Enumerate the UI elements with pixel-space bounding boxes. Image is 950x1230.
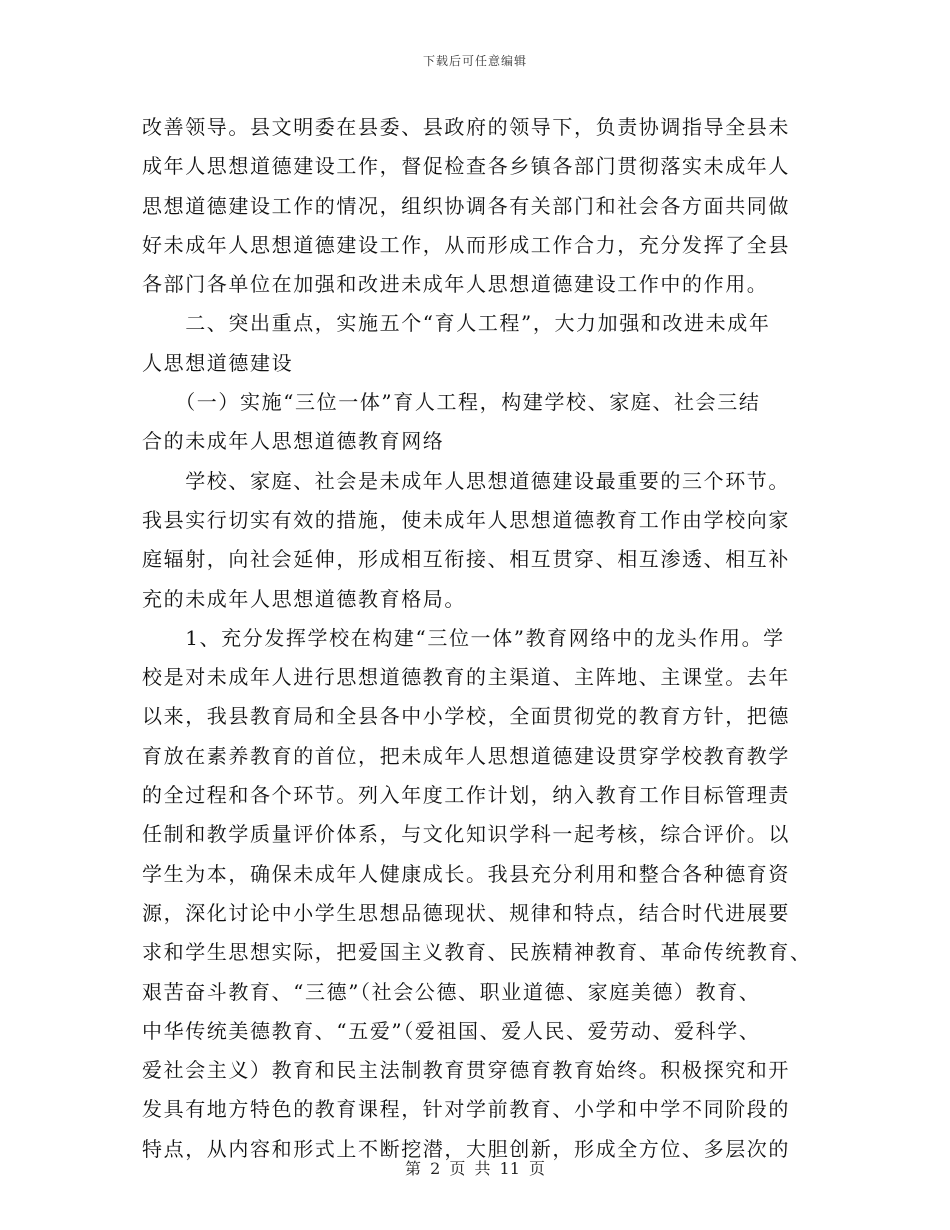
text-line: 我县实行切实有效的措施，使未成年人思想道德教育工作由学校向家: [142, 507, 790, 532]
text-line: 学校、家庭、社会是未成年人思想道德建设最重要的三个环节。: [142, 468, 790, 493]
text-line: 爱社会主义）教育和民主法制教育贯穿德育教育始终。积极探究和开: [142, 1058, 790, 1083]
section-heading-line: 人思想道德建设: [142, 350, 294, 375]
text-line: 特点，从内容和形式上不断挖潜，大胆创新，形成全方位、多层次的: [142, 1136, 790, 1161]
text-line: 各部门各单位在加强和改进未成年人思想道德建设工作中的作用。: [142, 272, 769, 297]
text-line: 成年人思想道德建设工作，督促检查各乡镇各部门贯彻落实未成年人: [142, 154, 790, 179]
text-line: 庭辐射，向社会延伸，形成相互衔接、相互贯穿、相互渗透、相互补: [142, 547, 790, 572]
text-line: 好未成年人思想道德建设工作，从而形成工作合力，充分发挥了全县: [142, 232, 790, 257]
text-line: 以来，我县教育局和全县各中小学校，全面贯彻党的教育方针，把德: [142, 704, 790, 729]
text-line: 思想道德建设工作的情况，组织协调各有关部门和社会各方面共同做: [142, 193, 790, 218]
text-line: 育放在素养教育的首位，把未成年人思想道德建设贯穿学校教育教学: [142, 743, 790, 768]
text-line: 改善领导。县文明委在县委、县政府的领导下，负责协调指导全县未: [142, 115, 790, 139]
text-line: 发具有地方特色的教育课程，针对学前教育、小学和中学不同阶段的: [142, 1097, 790, 1122]
subsection-heading-line: （一）实施“三位一体”育人工程，构建学校、家庭、社会三结: [142, 390, 761, 415]
subsection-heading-line: 合的未成年人思想道德教育网络: [142, 429, 445, 454]
text-line: 校是对未成年人进行思想道德教育的主渠道、主阵地、主课堂。去年: [142, 665, 790, 690]
text-line: 艰苦奋斗教育、“三德”（社会公德、职业道德、家庭美德）教育、: [142, 979, 761, 1004]
text-line: 源，深化讨论中小学生思想品德现状、规律和特点，结合时代进展要: [142, 900, 790, 925]
page-number-footer: 第 2 页 共 11 页: [405, 1159, 545, 1178]
text-line: 1、充分发挥学校在构建“三位一体”教育网络中的龙头作用。学: [142, 625, 785, 650]
page-header-note: 下载后可任意编辑: [422, 54, 527, 68]
document-body: [142, 108, 822, 1169]
text-line: 任制和教学质量评价体系，与文化知识学科一起考核，综合评价。以: [142, 822, 790, 847]
text-line: 的全过程和各个环节。列入年度工作计划，纳入教育工作目标管理责: [142, 783, 790, 808]
text-line: 求和学生思想实际，把爱国主义教育、民族精神教育、革命传统教育、: [142, 940, 812, 965]
text-line: 中华传统美德教育、“五爱”（爱祖国、爱人民、爱劳动、爱科学、: [142, 1018, 761, 1043]
section-heading-line: 二、突出重点，实施五个“育人工程”，大力加强和改进未成年: [142, 311, 771, 336]
text-line: 学生为本，确保未成年人健康成长。我县充分利用和整合各种德育资: [142, 861, 790, 886]
text-line: 充的未成年人思想道德教育格局。: [142, 586, 466, 611]
